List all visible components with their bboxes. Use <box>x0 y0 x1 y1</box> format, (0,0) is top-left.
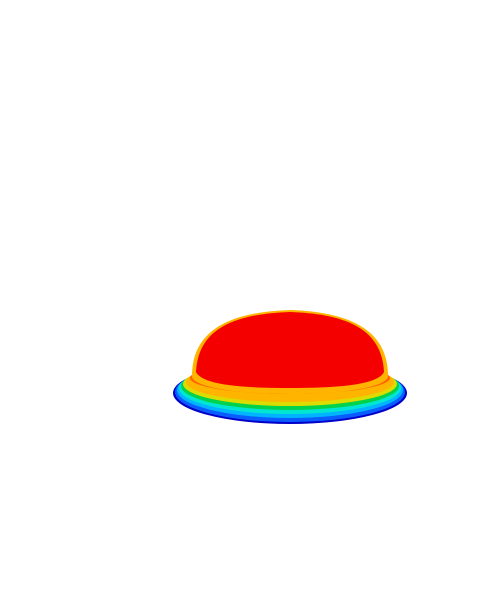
figure-caption <box>118 460 121 466</box>
dome-contour-plot <box>140 248 430 460</box>
ansys-contour-figure <box>140 248 430 460</box>
color-legend-bar <box>158 431 390 438</box>
color-legend-labels-bottom <box>154 446 416 454</box>
